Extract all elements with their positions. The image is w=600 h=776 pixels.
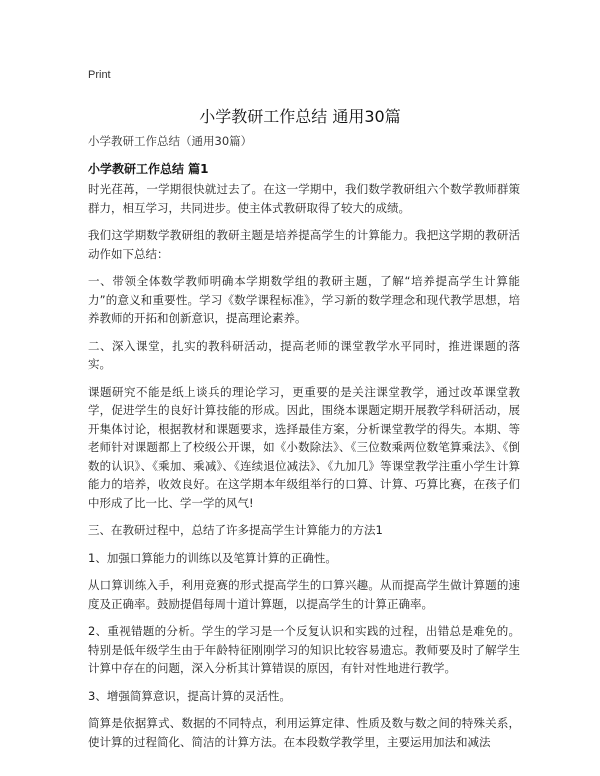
paragraph: 从口算训练入手，利用竞赛的形式提高学生的口算兴趣。从而提高学生做计算题的速度及正确率。鼓励提倡每周十道计算题，以提高学生的计算正确率。 (88, 578, 520, 611)
paragraph: 一、带领全体数学教师明确本学期数学组的教研主题，了解“培养提高学生计算能力”的意义和重要性。学习《数学课程标准》，学习新的数学理念和现代教学思想，培养教师的开拓和创新意识，提高理论素养。 (88, 274, 520, 325)
paragraph: 3、增强简算意识，提高计算的灵活性。 (88, 688, 291, 703)
paragraph: 1、加强口算能力的训练以及笔算计算的正确性。 (88, 550, 337, 565)
section-heading: 小学教研工作总结 篇1 (88, 162, 209, 176)
paragraph: 二、深入课堂，扎实的教科研活动，提高老师的课堂教学水平同时，推进课题的落实。 (88, 338, 520, 371)
paragraph: 课题研究不能是纸上谈兵的理论学习，更重要的是关注课堂教学，通过改革课堂教学，促进学生的良好计算技能的形成。因此，围绕本课题定期开展教学科研活动，展开集体讨论，根据教材和课题要求，选择最佳方案，分析课堂教学的得失。本期、等老师针对课题都上了校级公开课，如《小数除法》、《三位数乘两位数笔算乘法》、《倒数的认识》、《乘加、乘减》、《连续退位减法》、《九加几》等课堂教学注重小学生计算能力的培养，收效良好。在这学期本年级组举行的口算、计算、巧算比赛，在孩子们中形成了比一比、学一学的风气! (88, 384, 520, 510)
print-link[interactable]: Print (88, 69, 111, 81)
paragraph: 2、重视错题的分析。学生的学习是一个反复认识和实践的过程，出错总是难免的。特别是低年级学生由于年龄特征刚刚学习的知识比较容易遗忘。教师要及时了解学生计算中存在的问题，深入分析其计算错误的原因，有针对性地进行教学。 (88, 624, 520, 675)
paragraph: 简算是依据算式、数据的不同特点，利用运算定律、性质及数与数之间的特殊关系，使计算的过程简化、简洁的计算方法。在本段数学教学里，主要运用加法和减法 (88, 716, 520, 749)
document-subtitle: 小学教研工作总结（通用30篇） (88, 134, 253, 148)
paragraph: 我们这学期数学教研组的教研主题是培养提高学生的计算能力。我把这学期的教研活动作如下总结： (88, 228, 520, 261)
article-body (88, 180, 520, 760)
paragraph: 三、在教研过程中，总结了许多提高学生计算能力的方法1 (88, 523, 383, 537)
page-title: 小学教研工作总结 通用30篇 (199, 107, 401, 126)
paragraph: 时光荏苒，一学期很快就过去了。在这一学期中，我们数学教研组六个数学教师群策群力，相互学习，共同进步。使主体式教研取得了较大的成绩。 (88, 182, 520, 215)
